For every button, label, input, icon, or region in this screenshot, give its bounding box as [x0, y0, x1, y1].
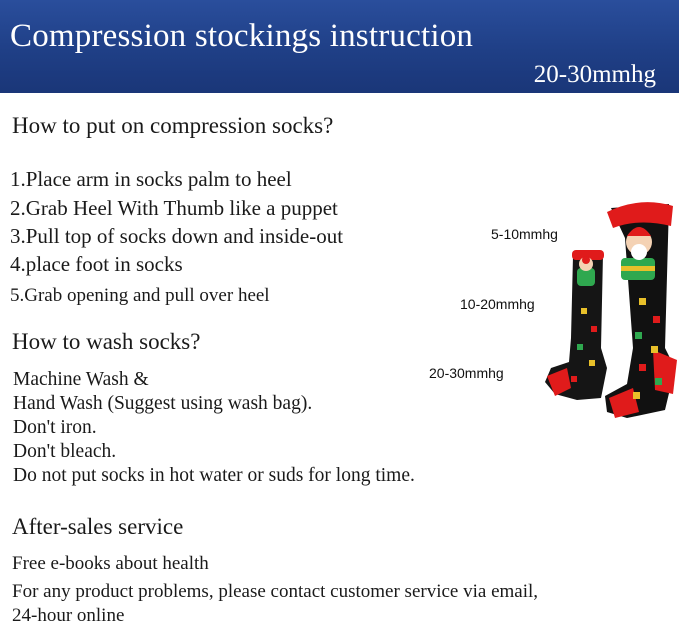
sock-label-20-30: 20-30mmhg — [429, 365, 504, 381]
wash-line-1: Machine Wash & — [13, 369, 149, 390]
put-on-step-3: 3.Pull top of socks down and inside-out — [10, 224, 344, 248]
put-on-heading: How to put on compression socks? — [12, 113, 334, 138]
front-sock — [605, 202, 677, 418]
wash-line-2: Hand Wash (Suggest using wash bag). — [13, 393, 313, 414]
after-sales-line-3: 24-hour online — [12, 605, 125, 626]
wash-heading: How to wash socks? — [12, 329, 201, 354]
put-on-step-5: 5.Grab opening and pull over heel — [10, 285, 270, 306]
wash-line-4: Don't bleach. — [13, 441, 117, 462]
header-banner — [0, 0, 679, 93]
put-on-step-2: 2.Grab Heel With Thumb like a puppet — [10, 196, 338, 220]
after-sales-heading: After-sales service — [12, 514, 184, 539]
wash-line-3: Don't iron. — [13, 417, 97, 438]
christmas-socks-icon — [515, 198, 679, 426]
after-sales-line-1: Free e-books about health — [12, 553, 209, 574]
pressure-rating: 20-30mmhg — [533, 61, 656, 88]
put-on-step-1: 1.Place arm in socks palm to heel — [10, 167, 292, 191]
put-on-step-4: 4.place foot in socks — [10, 252, 183, 276]
page-title: Compression stockings instruction — [10, 18, 474, 54]
sock-label-5-10: 5-10mmhg — [491, 226, 558, 242]
wash-line-5: Do not put socks in hot water or suds for long time. — [13, 465, 415, 486]
after-sales-line-2: For any product problems, please contact customer service via email, — [12, 581, 539, 602]
sock-label-10-20: 10-20mmhg — [460, 296, 535, 312]
back-sock — [545, 250, 607, 400]
